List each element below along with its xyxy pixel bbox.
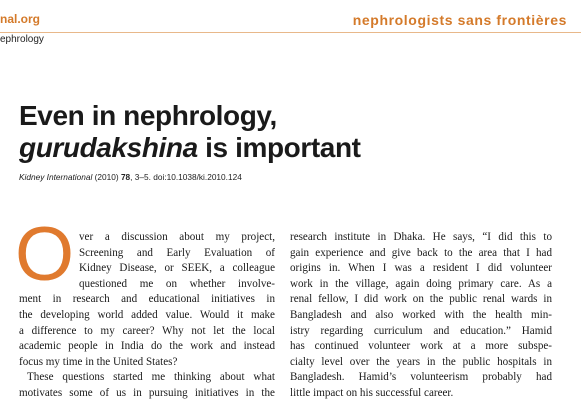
citation [19,172,242,182]
body-line: istry regarding curriculum and education.” Hamid [290,324,552,337]
body-line: ment in research and educational initiatives in [19,293,275,306]
citation-journal: Kidney International [19,172,93,182]
citation-volume: 78 [120,172,131,182]
left-column [19,230,275,402]
body-line: a difference to my career? Why not let the local [19,324,275,337]
body-line: origins in. When I was a resident I did volunteer [290,262,552,275]
body-line: academic people in India do the work and instead [19,340,275,353]
citation-year: (2010) [92,172,121,182]
title-line-1: Even in nephrology, [19,100,277,131]
header-rule [0,32,581,33]
title-line-2-rest: is important [197,132,361,163]
journal-url: nal.org [0,12,41,26]
body-line: Kidney Disease, or SEEK, a colleague [79,262,275,275]
body-line: little impact on his successful career. [290,386,454,399]
body-line: Screening and Early Evaluation of [79,246,275,259]
title-line-2 [19,132,361,164]
right-column [290,230,552,402]
citation-pages: , 3–5. doi:10.1038/ki.2010.124 [130,172,242,182]
body-line: questioned me on whether involve- [79,277,275,290]
body-line: the developing world added value. Would it make [19,308,275,321]
body-line: ver a discussion about my project, [79,231,275,243]
body-line: motivates some of us in pursuing initiatives in the [19,386,275,399]
drop-cap: O [15,212,75,297]
body-line: Bangladesh and also worked with the health min- [290,308,552,321]
section-header: nephrologists sans frontières [352,12,567,28]
body-line: has continued volunteer work at a more subspe- [290,340,552,353]
title-italic-word: gurudakshina [19,132,198,163]
body-line: work in the village, again doing primary care. As a [290,277,552,290]
body-line: focus my time in the United States? [19,355,178,368]
journal-section: ephrology [0,34,44,45]
body-line: gain experience and give back to the area that I had [290,246,552,259]
body-line: cialty level over the years in the public hospitals in [290,355,552,368]
article-title [19,100,361,164]
body-line: research institute in Dhaka. He says, “I did this to [290,231,552,243]
body-line: Bangladesh. Hamid’s volunteerism probably had [290,371,552,384]
body-line: renal fellow, I did work on the public renal wards in [290,293,552,306]
body-line: These questions started me thinking about what [27,371,275,384]
